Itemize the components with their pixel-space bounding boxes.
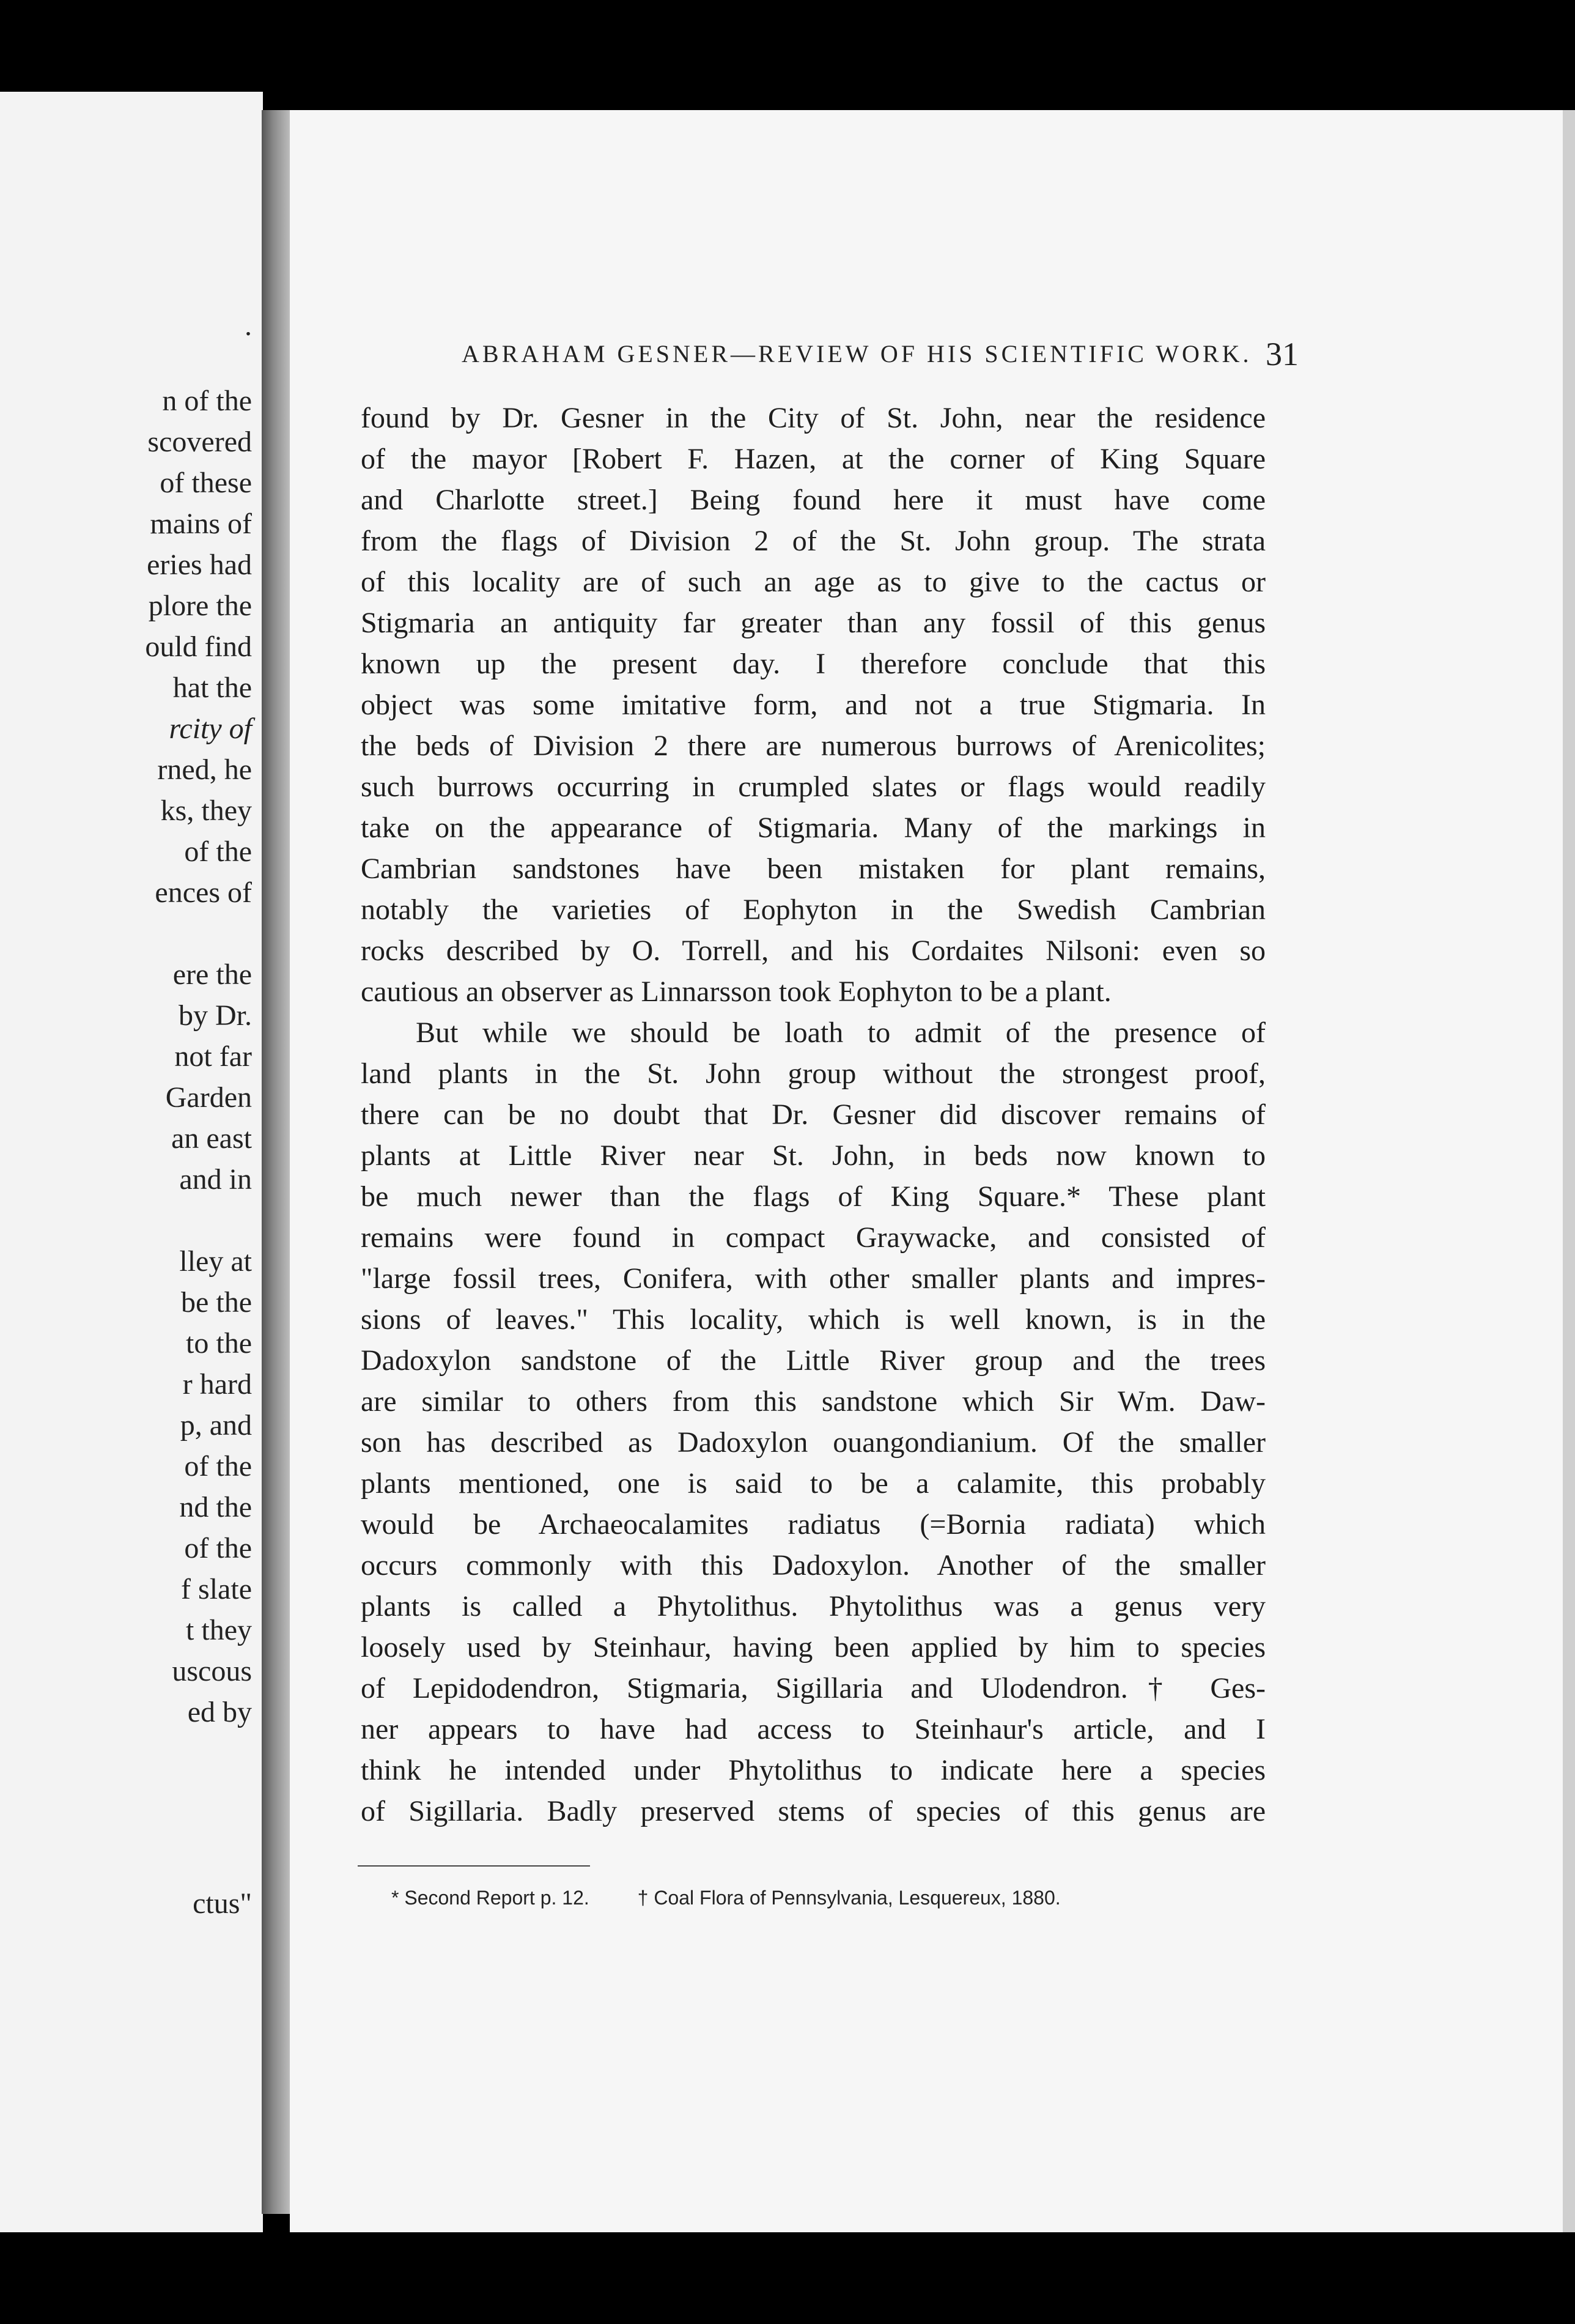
- text-line: plants is called a Phytolithus. Phytolithus was a genus very: [361, 1590, 1266, 1623]
- left-fragment: of the: [184, 1450, 252, 1482]
- text-line: take on the appearance of Stigmaria. Many of the markings in: [361, 812, 1266, 844]
- left-page-fragment: [0, 92, 263, 2232]
- footnotes: [391, 1887, 1260, 1909]
- left-fragment: uscous: [172, 1655, 252, 1687]
- left-fragment: plore the: [148, 590, 252, 622]
- text-line: of the mayor [Robert F. Hazen, at the corner of King Square: [361, 443, 1266, 475]
- footnote-1: * Second Report p. 12.: [391, 1887, 589, 1909]
- left-fragment: mains of: [150, 508, 252, 540]
- left-fragment: ere the: [172, 958, 252, 991]
- page-number: 31: [1266, 336, 1299, 372]
- text-line: object was some imitative form, and not a true Stigmaria. In: [361, 689, 1266, 721]
- text-line: land plants in the St. John group without the strongest proof,: [361, 1057, 1266, 1090]
- running-head: ABRAHAM GESNER—REVIEW OF HIS SCIENTIFIC WORK.: [462, 340, 1252, 368]
- scan-mark: [942, 9, 954, 15]
- text-line: son has described as Dadoxylon ouangondianium. Of the smaller: [361, 1426, 1266, 1459]
- text-line: such burrows occurring in crumpled slates or flags would readily: [361, 771, 1266, 803]
- left-fragment: rcity of: [169, 712, 252, 745]
- text-line: But while we should be loath to admit of the presence of: [416, 1016, 1266, 1049]
- text-line: "large fossil trees, Conifera, with other smaller plants and impres-: [361, 1262, 1266, 1295]
- text-line: remains were found in compact Graywacke, and consisted of: [361, 1221, 1266, 1254]
- left-fragment: of the: [184, 835, 252, 868]
- left-fragment: an east: [171, 1122, 252, 1155]
- footnote-rule: [358, 1865, 590, 1867]
- left-fragment: f slate: [181, 1573, 252, 1605]
- page-edge: [1563, 110, 1575, 2232]
- text-line: Stigmaria an antiquity far greater than any fossil of this genus: [361, 607, 1266, 639]
- text-line: plants mentioned, one is said to be a calamite, this probably: [361, 1467, 1266, 1500]
- text-line: cautious an observer as Linnarsson took Eophyton to be a plant.: [361, 975, 1112, 1008]
- left-fragment: ks, they: [160, 794, 252, 827]
- text-line: and Charlotte street.] Being found here it must have come: [361, 484, 1266, 516]
- left-fragment: scovered: [147, 426, 252, 458]
- text-line: rocks described by O. Torrell, and his Cordaites Nilsoni: even so: [361, 934, 1266, 967]
- text-line: occurs commonly with this Dadoxylon. Another of the smaller: [361, 1549, 1266, 1582]
- text-line: plants at Little River near St. John, in beds now known to: [361, 1139, 1266, 1172]
- text-line: think he intended under Phytolithus to indicate here a species: [361, 1754, 1266, 1786]
- text-line: from the flags of Division 2 of the St. John group. The strata: [361, 525, 1266, 557]
- text-line: known up the present day. I therefore conclude that this: [361, 648, 1266, 680]
- text-line: notably the varieties of Eophyton in the Swedish Cambrian: [361, 894, 1266, 926]
- left-fragment: r hard: [182, 1368, 252, 1401]
- text-line: sions of leaves." This locality, which is well known, is in the: [361, 1303, 1266, 1336]
- left-fragment: ed by: [187, 1696, 252, 1728]
- text-line: the beds of Division 2 there are numerous burrows of Arenicolites;: [361, 730, 1266, 762]
- text-line: Dadoxylon sandstone of the Little River group and the trees: [361, 1344, 1266, 1377]
- book-gutter: [262, 110, 290, 2214]
- left-fragment: of these: [160, 467, 252, 499]
- text-line: found by Dr. Gesner in the City of St. John, near the residence: [361, 402, 1266, 434]
- left-fragment: Garden: [165, 1081, 252, 1114]
- text-line: loosely used by Steinhaur, having been applied by him to species: [361, 1631, 1266, 1663]
- text-line: ner appears to have had access to Steinhaur's article, and I: [361, 1713, 1266, 1745]
- left-fragment: hat the: [172, 672, 252, 704]
- left-fragment: n of the: [162, 385, 252, 417]
- text-line: of Sigillaria. Badly preserved stems of species of this genus are: [361, 1795, 1266, 1827]
- left-fragment: .: [245, 309, 252, 342]
- left-fragment: ences of: [155, 876, 252, 909]
- text-line: there can be no doubt that Dr. Gesner did discover remains of: [361, 1098, 1266, 1131]
- body-text: [361, 398, 1266, 1832]
- left-fragment: not far: [174, 1040, 252, 1073]
- left-fragment: eries had: [147, 549, 252, 581]
- text-line: Cambrian sandstones have been mistaken for plant remains,: [361, 853, 1266, 885]
- left-fragment: rned, he: [157, 753, 252, 786]
- left-fragment: of the: [184, 1532, 252, 1564]
- left-fragment: be the: [181, 1286, 252, 1319]
- text-line: of Lepidodendron, Stigmaria, Sigillaria and Ulodendron.† Ges-: [361, 1672, 1266, 1704]
- left-fragment: to the: [186, 1327, 252, 1360]
- left-fragment: nd the: [179, 1491, 252, 1523]
- left-fragment: ctus": [193, 1887, 252, 1920]
- footnote-2: † Coal Flora of Pennsylvania, Lesquereux, 1880.: [637, 1887, 1061, 1909]
- text-line: be much newer than the flags of King Square.* These plant: [361, 1180, 1266, 1213]
- text-line: would be Archaeocalamites radiatus (=Bornia radiata) which: [361, 1508, 1266, 1541]
- left-fragment: and in: [179, 1163, 252, 1196]
- text-line: of this locality are of such an age as to give to the cactus or: [361, 566, 1266, 598]
- left-fragment: t they: [186, 1614, 252, 1646]
- left-fragment: ould find: [145, 631, 252, 663]
- left-fragment: lley at: [179, 1245, 252, 1278]
- left-fragment: by Dr.: [179, 999, 252, 1032]
- text-line: are similar to others from this sandstone which Sir Wm. Daw-: [361, 1385, 1266, 1418]
- left-fragment: p, and: [180, 1409, 252, 1441]
